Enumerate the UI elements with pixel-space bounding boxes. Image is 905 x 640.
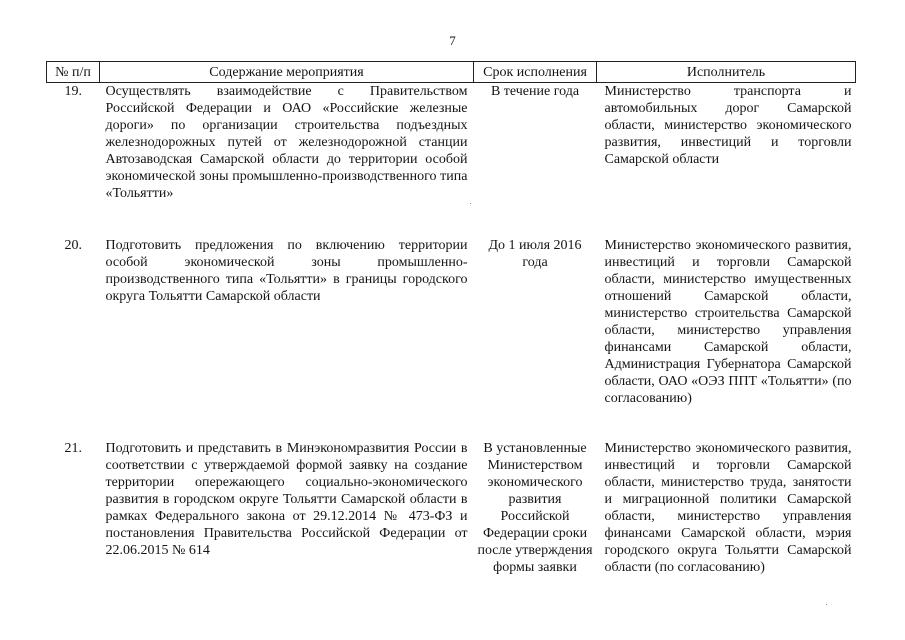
row-deadline: До 1 июля 2016 года [488,238,582,270]
row-content: Осуществлять взаимодействие с Правительством Российской Федерации и ОАО «Российские железные дороги» по организации строительства подъездных железнодорожных путей от железнодорожной станции Автозаводская Самарской области до территории особой экономической зоны промышленно-производственного типа «Тольятти» [105,84,468,201]
header-content: Содержание мероприятия [100,62,474,83]
row-number: 19. [64,84,82,99]
row-number: 20. [64,238,82,253]
scan-speck [470,203,471,204]
table-row [47,440,856,580]
row-deadline: В течение года [490,84,580,99]
row-deadline: В установленные Министерством экономического развития Российской Федерации сроки после утверждения формы заявки [477,441,593,575]
header-deadline: Срок исполнения [474,62,597,83]
row-executor: Министерство экономического развития, инвестиций и торговли Самарской области, министерство труда, занятости и миграционной политики Самарской области, министерство управления финансами Самарской области, мэрия городского округа Тольятти Самарской области (по согласованию) [604,441,852,575]
row-content: Подготовить и представить в Минэкономразвития России в соответствии с утверждаемой формой заявку на создание территории опережающего социально-экономического развития в городском округе Тольятти Самарской области в рамках Федерального закона от 29.12.2014 № 473-ФЗ и постановления Правительства Российской Федерации от 22.06.2015 № 614 [105,441,468,558]
table-row [47,83,856,238]
row-number: 21. [64,441,82,456]
row-executor: Министерство транспорта и автомобильных дорог Самарской области, министерство экономического развития, инвестиций и торговли Самарской области [604,84,852,167]
row-content: Подготовить предложения по включению территории особой экономической зоны промышленно-производственного типа «Тольятти» в границы городского округа Тольятти Самарской области [105,238,468,304]
measures-table [46,61,856,580]
header-num: № п/п [47,62,100,83]
table-header-row [47,62,856,83]
table-row [47,237,856,440]
page-number: 7 [449,33,456,48]
header-executor: Исполнитель [597,62,856,83]
row-executor: Министерство экономического развития, инвестиций и торговли Самарской области, министерство имущественных отношений Самарской области, министерство строительства Самарской области, министерство управления финансами Самарской области, Администрация Губернатора Самарской области, ОАО «ОЭЗ ППТ «Тольятти» (по согласованию) [604,238,852,406]
scan-speck [826,604,827,605]
